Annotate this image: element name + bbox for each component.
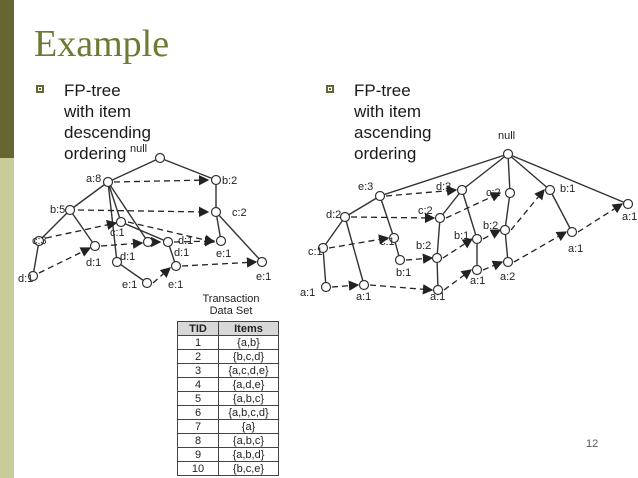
node-label: c:2 xyxy=(232,207,247,219)
slide-title: Example xyxy=(34,23,170,65)
node-label: a:1 xyxy=(622,211,638,223)
table-row xyxy=(178,406,279,420)
node-label: c:2 xyxy=(486,187,501,199)
node-label: c:1 xyxy=(110,227,125,239)
col-header-tid: TID xyxy=(178,322,219,336)
node-label: d:1 xyxy=(174,247,190,259)
node-label: d:1 xyxy=(120,251,136,263)
tid-cell: 8 xyxy=(178,434,219,448)
node-label: c:2 xyxy=(418,205,433,217)
tid-cell: 1 xyxy=(178,336,219,350)
node-label: b:1 xyxy=(396,267,412,279)
items-cell: {a,b,c} xyxy=(219,392,279,406)
node-label: a:1 xyxy=(300,287,316,299)
table-row xyxy=(178,462,279,476)
right-tree-labels xyxy=(300,130,637,303)
node-label: e:3 xyxy=(358,181,374,193)
tid-cell: 6 xyxy=(178,406,219,420)
node-label: a:2 xyxy=(500,271,516,283)
tid-cell: 3 xyxy=(178,364,219,378)
node-label: d:1 xyxy=(86,257,102,269)
table-row xyxy=(178,434,279,448)
node-label: b:2 xyxy=(483,220,499,232)
page-number: 12 xyxy=(586,438,599,450)
node-label: e:1 xyxy=(168,279,184,291)
node-label: c:1 xyxy=(308,246,323,258)
table-title-line2: Data Set xyxy=(209,305,253,317)
node-label: a:1 xyxy=(568,243,584,255)
table-row xyxy=(178,392,279,406)
table-header-row xyxy=(178,322,279,336)
node-label: d:1 xyxy=(178,235,194,247)
node-label: e:1 xyxy=(216,248,232,260)
bullet-left-line2: descending ordering xyxy=(64,123,151,163)
node-label: b:5 xyxy=(50,204,66,216)
table-row xyxy=(178,420,279,434)
node-label: b:1 xyxy=(560,183,576,195)
tid-cell: 4 xyxy=(178,378,219,392)
items-cell: {a,b,d} xyxy=(219,448,279,462)
left-tree-nodes xyxy=(29,154,267,288)
node-label: a:8 xyxy=(86,173,102,185)
items-cell: {a,b} xyxy=(219,336,279,350)
table-row xyxy=(178,448,279,462)
node-label: c:1 xyxy=(380,236,395,248)
col-header-items: Items xyxy=(219,322,279,336)
left-tree-labels xyxy=(18,143,247,291)
node-label: a:1 xyxy=(430,291,446,303)
node-label: d:2 xyxy=(326,209,342,221)
node-label: d:3 xyxy=(436,181,452,193)
table-row xyxy=(178,350,279,364)
transactions-table xyxy=(177,321,279,476)
table-row xyxy=(178,378,279,392)
node-label: d:1 xyxy=(18,273,34,285)
node-label: b:2 xyxy=(416,240,432,252)
node-label: b:1 xyxy=(454,230,470,242)
tid-cell: 9 xyxy=(178,448,219,462)
bullet-right-line1: FP-tree with item ascending xyxy=(354,81,432,142)
items-cell: {b,c,e} xyxy=(219,462,279,476)
tid-cell: 2 xyxy=(178,350,219,364)
node-label: a:1 xyxy=(470,275,486,287)
node-label: a:1 xyxy=(356,291,372,303)
node-label: e:1 xyxy=(122,279,138,291)
table-title xyxy=(196,293,266,317)
items-cell: {a,c,d,e} xyxy=(219,364,279,378)
items-cell: {a} xyxy=(219,420,279,434)
node-label: b:2 xyxy=(222,175,238,187)
tid-cell: 5 xyxy=(178,392,219,406)
left-tree-pointers xyxy=(39,180,256,283)
items-cell: {a,d,e} xyxy=(219,378,279,392)
table-row xyxy=(178,364,279,378)
table-body xyxy=(178,336,279,476)
tid-cell: 10 xyxy=(178,462,219,476)
table-title-line1: Transaction xyxy=(202,293,260,305)
node-label: null xyxy=(130,143,148,155)
right-tree-nodes xyxy=(319,150,633,295)
node-label: e:1 xyxy=(256,271,272,283)
tid-cell: 7 xyxy=(178,420,219,434)
items-cell: {a,b,c} xyxy=(219,434,279,448)
items-cell: {b,c,d} xyxy=(219,350,279,364)
items-cell: {a,b,c,d} xyxy=(219,406,279,420)
bullet-left-line1: FP-tree with item xyxy=(64,81,132,121)
node-label: null xyxy=(498,130,516,142)
table-row xyxy=(178,336,279,350)
bullet-right-line2: ordering xyxy=(354,144,417,163)
node-label: c:3 xyxy=(32,235,47,247)
